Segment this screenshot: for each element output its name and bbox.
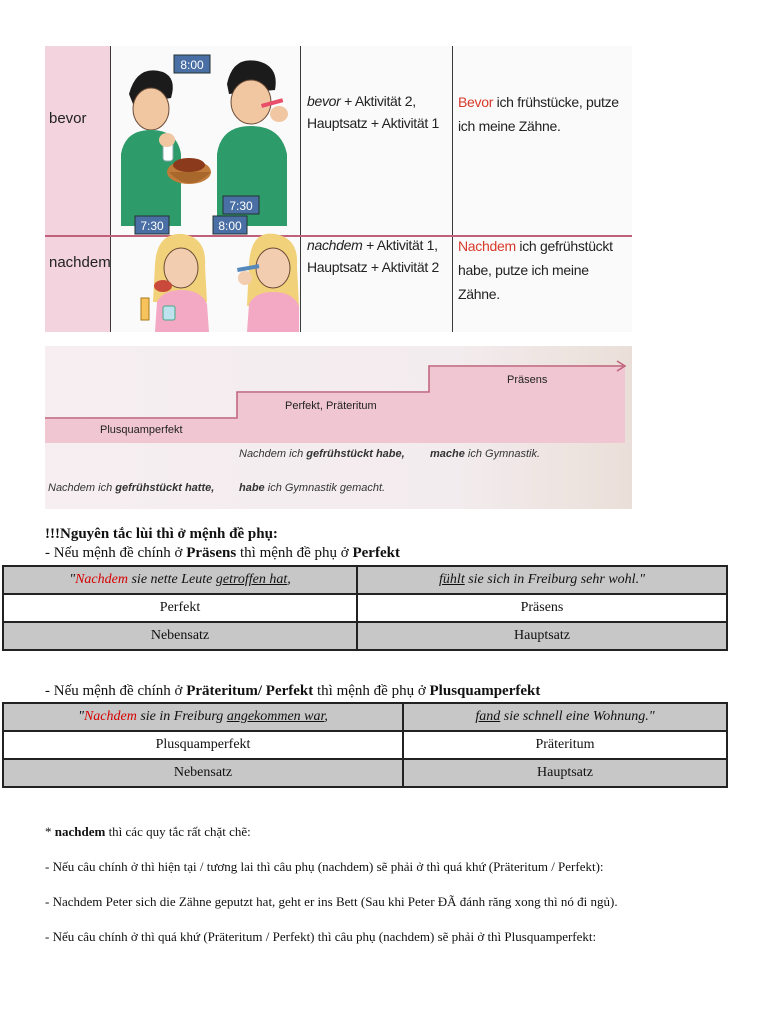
table-cell: Nebensatz [3,759,403,787]
step-label-praesens: Präsens [507,374,548,386]
table-row [3,594,727,622]
clock-icon [135,216,169,234]
tense-staircase-figure [45,346,632,509]
bevor-illustration [111,54,300,226]
clock-icon [213,216,247,234]
svg-text:7:30: 7:30 [140,219,164,233]
row-label-bevor: bevor [49,110,87,127]
table-cell: Präteritum [403,731,727,759]
clock-icon [174,55,210,73]
table-cell: Perfekt [3,594,357,622]
rule-2: - Nếu mệnh đề chính ở Präteritum/ Perfekt thì mệnh đề phụ ở Plusquamperfekt [45,683,541,699]
bevor-nachdem-figure [45,46,632,332]
table-row [3,703,727,731]
table-cell: Präsens [357,594,727,622]
rule-heading: !!!Nguyên tắc lùi thì ở mệnh đề phụ: [45,526,278,542]
tense-table-2 [2,702,728,788]
table-cell: "Nachdem sie nette Leute getroffen hat, [3,566,357,594]
note-past-rule: - Nếu câu chính ở thì quá khứ (Präteritum / Perfekt) thì câu phụ (nachdem) sẽ phải ở thì Plusquamperfekt: [45,929,597,944]
staircase-example-1-main: mache ich Gymnastik. [430,448,541,460]
rule-1: - Nếu mệnh đề chính ở Präsens thì mệnh đề phụ ở Perfekt [45,545,400,561]
table-row [3,759,727,787]
nachdem-illustration [111,206,300,332]
table-cell: Hauptsatz [357,622,727,650]
note-example: - Nachdem Peter sich die Zähne geputzt hat, geht er ins Bett (Sau khi Peter ĐÃ đánh răng xong thì nó đi ngủ). [45,894,618,909]
woman-brushing-teeth-icon [237,234,299,332]
table-cell: fühlt sie sich in Freiburg sehr wohl." [357,566,727,594]
staircase-example-2: Nachdem ich gefrühstückt hatte, [48,482,215,494]
column-divider [452,46,453,332]
svg-text:7:30: 7:30 [229,199,253,213]
step-label-plusquamperfekt: Plusquamperfekt [100,424,183,436]
table-cell: Plusquamperfekt [3,731,403,759]
table-cell: Nebensatz [3,622,357,650]
staircase-example-1: Nachdem ich gefrühstückt habe, [239,448,405,460]
note-present-rule: - Nếu câu chính ở thì hiện tại / tương lai thì câu phụ (nachdem) sẽ phải ở thì quá khứ (Präteritum / Perfekt): [45,859,604,874]
table-row [3,622,727,650]
bevor-example: Bevor ich frühstücke, putze ich meine Zähne. [458,94,619,134]
table-row [3,731,727,759]
tense-table-1 [2,565,728,651]
label-column [45,46,110,332]
note-nachdem: * nachdem thì các quy tắc rất chặt chẽ: [45,824,251,839]
nachdem-formula: nachdem + Aktivität 1, Hauptsatz + Aktivität 2 [307,237,440,275]
staircase-example-2-main: habe ich Gymnastik gemacht. [239,482,386,494]
column-divider [300,46,301,332]
svg-text:8:00: 8:00 [218,219,242,233]
table-cell: fand sie schnell eine Wohnung." [403,703,727,731]
table-cell: "Nachdem sie in Freiburg angekommen war, [3,703,403,731]
bevor-formula: bevor + Aktivität 2, Hauptsatz + Aktivität 1 [307,93,440,131]
row-label-nachdem: nachdem [49,254,111,271]
man-eating-icon [121,70,211,226]
step-label-perfekt-praeteritum: Perfekt, Präteritum [285,400,377,412]
table-cell: Hauptsatz [403,759,727,787]
table-row [3,566,727,594]
woman-eating-icon [141,234,209,332]
svg-text:8:00: 8:00 [180,58,204,72]
nachdem-example: Nachdem ich gefrühstückt habe, putze ich meine Zähne. [458,238,613,302]
